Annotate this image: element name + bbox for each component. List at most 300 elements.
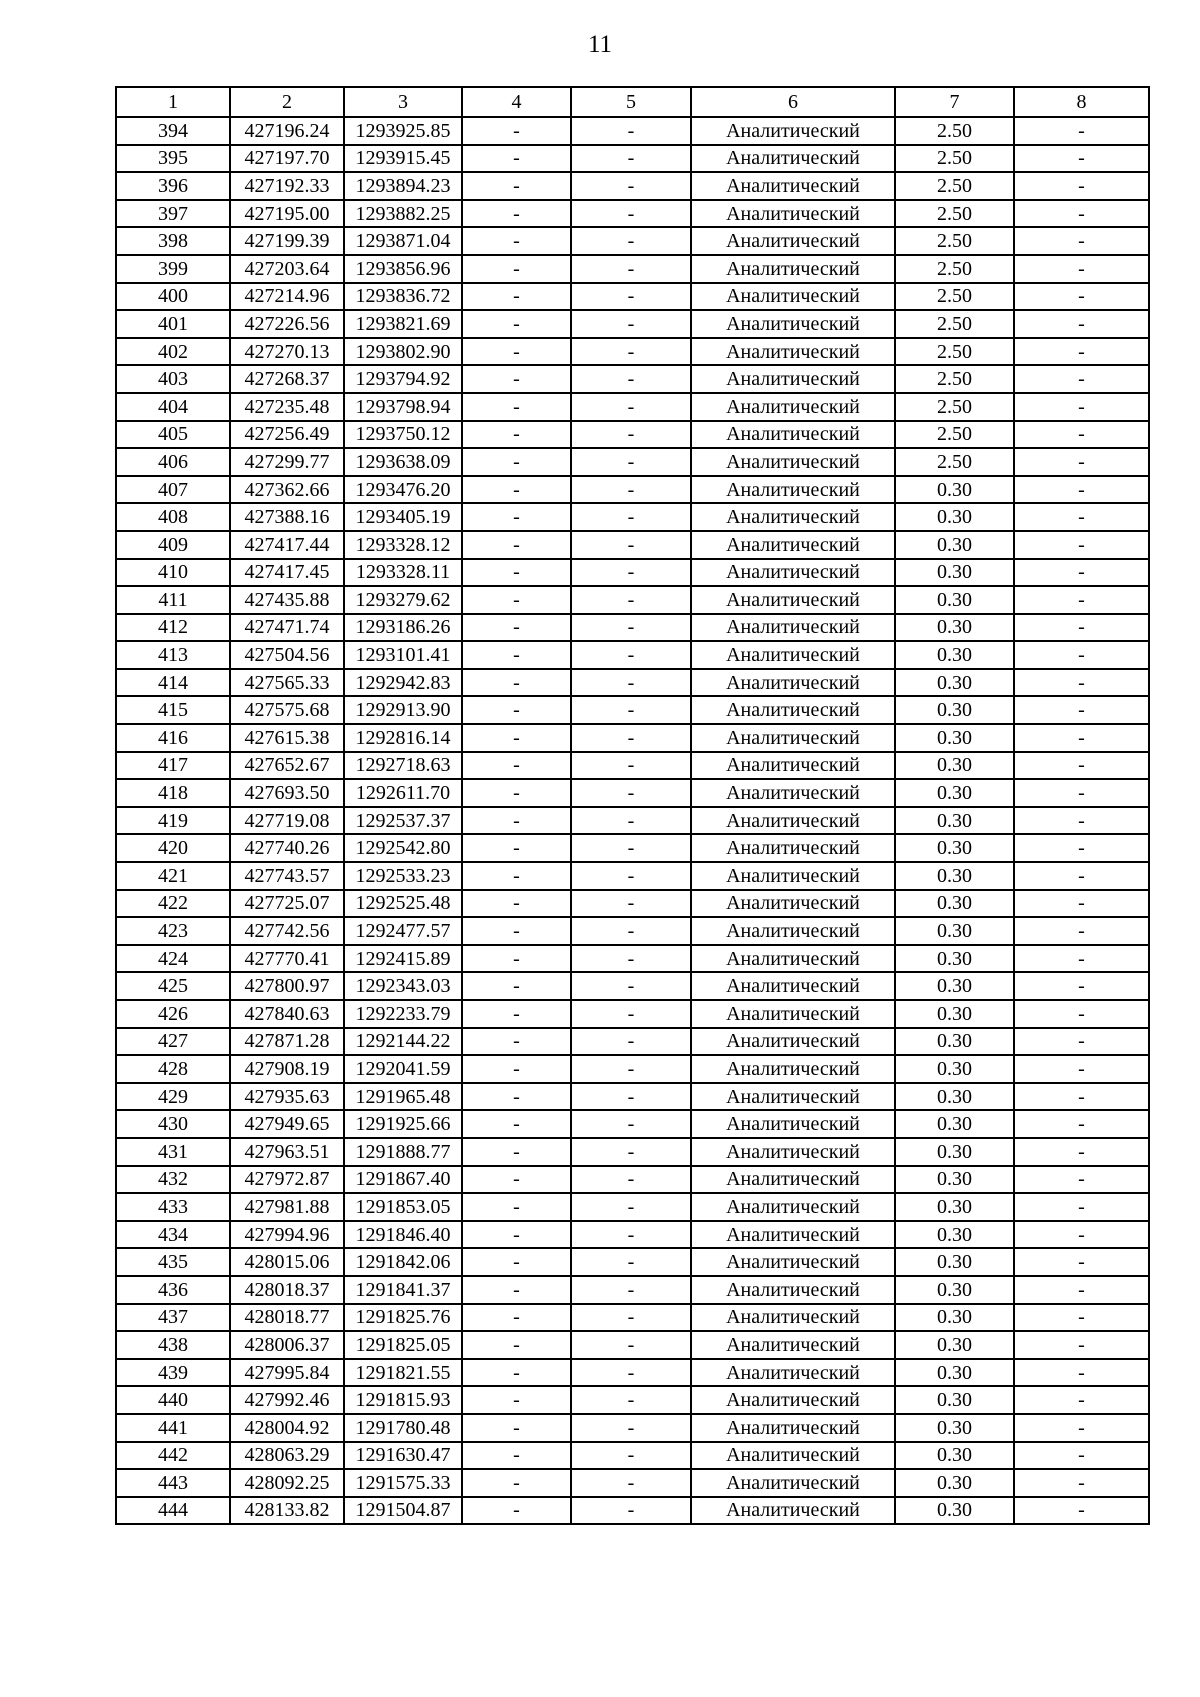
col4-cell: - bbox=[462, 1083, 571, 1111]
accuracy-cell: 0.30 bbox=[895, 1497, 1014, 1525]
method-cell: Аналитический bbox=[691, 531, 895, 559]
point-number-cell: 412 bbox=[116, 614, 230, 642]
x-coordinate-cell: 427235.48 bbox=[230, 393, 344, 421]
x-coordinate-cell: 428092.25 bbox=[230, 1469, 344, 1497]
method-cell: Аналитический bbox=[691, 421, 895, 449]
col4-cell: - bbox=[462, 200, 571, 228]
y-coordinate-cell: 1292718.63 bbox=[344, 752, 462, 780]
col8-cell: - bbox=[1014, 862, 1149, 890]
method-cell: Аналитический bbox=[691, 1083, 895, 1111]
col4-cell: - bbox=[462, 1138, 571, 1166]
accuracy-cell: 0.30 bbox=[895, 834, 1014, 862]
method-cell: Аналитический bbox=[691, 227, 895, 255]
col5-cell: - bbox=[571, 531, 691, 559]
accuracy-cell: 0.30 bbox=[895, 586, 1014, 614]
col5-cell: - bbox=[571, 559, 691, 587]
col4-cell: - bbox=[462, 1469, 571, 1497]
x-coordinate-cell: 427994.96 bbox=[230, 1221, 344, 1249]
point-number-cell: 438 bbox=[116, 1331, 230, 1359]
col5-cell: - bbox=[571, 669, 691, 697]
x-coordinate-cell: 427214.96 bbox=[230, 283, 344, 311]
method-cell: Аналитический bbox=[691, 1221, 895, 1249]
col8-cell: - bbox=[1014, 1414, 1149, 1442]
col8-cell: - bbox=[1014, 1138, 1149, 1166]
x-coordinate-cell: 427693.50 bbox=[230, 779, 344, 807]
accuracy-cell: 2.50 bbox=[895, 227, 1014, 255]
point-number-cell: 439 bbox=[116, 1359, 230, 1387]
accuracy-cell: 0.30 bbox=[895, 1469, 1014, 1497]
method-cell: Аналитический bbox=[691, 1248, 895, 1276]
method-cell: Аналитический bbox=[691, 972, 895, 1000]
accuracy-cell: 0.30 bbox=[895, 724, 1014, 752]
point-number-cell: 420 bbox=[116, 834, 230, 862]
method-cell: Аналитический bbox=[691, 448, 895, 476]
method-cell: Аналитический bbox=[691, 945, 895, 973]
col5-cell: - bbox=[571, 1359, 691, 1387]
col8-cell: - bbox=[1014, 945, 1149, 973]
table-row bbox=[116, 1304, 1149, 1332]
point-number-cell: 414 bbox=[116, 669, 230, 697]
col8-cell: - bbox=[1014, 393, 1149, 421]
method-cell: Аналитический bbox=[691, 1414, 895, 1442]
point-number-cell: 399 bbox=[116, 255, 230, 283]
y-coordinate-cell: 1291841.37 bbox=[344, 1276, 462, 1304]
table-row bbox=[116, 779, 1149, 807]
col4-cell: - bbox=[462, 503, 571, 531]
col8-cell: - bbox=[1014, 752, 1149, 780]
col4-cell: - bbox=[462, 807, 571, 835]
y-coordinate-cell: 1291504.87 bbox=[344, 1497, 462, 1525]
x-coordinate-cell: 427719.08 bbox=[230, 807, 344, 835]
accuracy-cell: 0.30 bbox=[895, 1359, 1014, 1387]
point-number-cell: 413 bbox=[116, 641, 230, 669]
x-coordinate-cell: 427471.74 bbox=[230, 614, 344, 642]
col5-cell: - bbox=[571, 807, 691, 835]
accuracy-cell: 0.30 bbox=[895, 1414, 1014, 1442]
x-coordinate-cell: 427995.84 bbox=[230, 1359, 344, 1387]
table-row bbox=[116, 365, 1149, 393]
point-number-cell: 396 bbox=[116, 172, 230, 200]
table-row bbox=[116, 1359, 1149, 1387]
x-coordinate-cell: 427504.56 bbox=[230, 641, 344, 669]
y-coordinate-cell: 1291825.05 bbox=[344, 1331, 462, 1359]
y-coordinate-cell: 1292913.90 bbox=[344, 696, 462, 724]
accuracy-cell: 0.30 bbox=[895, 945, 1014, 973]
col4-cell: - bbox=[462, 117, 571, 145]
col8-cell: - bbox=[1014, 283, 1149, 311]
y-coordinate-cell: 1293476.20 bbox=[344, 476, 462, 504]
col4-cell: - bbox=[462, 1497, 571, 1525]
x-coordinate-cell: 427740.26 bbox=[230, 834, 344, 862]
col8-cell: - bbox=[1014, 1166, 1149, 1194]
col8-cell: - bbox=[1014, 779, 1149, 807]
y-coordinate-cell: 1293798.94 bbox=[344, 393, 462, 421]
accuracy-cell: 0.30 bbox=[895, 890, 1014, 918]
col8-cell: - bbox=[1014, 1248, 1149, 1276]
table-row bbox=[116, 531, 1149, 559]
method-cell: Аналитический bbox=[691, 586, 895, 614]
y-coordinate-cell: 1291821.55 bbox=[344, 1359, 462, 1387]
col8-cell: - bbox=[1014, 1442, 1149, 1470]
method-cell: Аналитический bbox=[691, 641, 895, 669]
y-coordinate-cell: 1292542.80 bbox=[344, 834, 462, 862]
x-coordinate-cell: 427199.39 bbox=[230, 227, 344, 255]
table-row bbox=[116, 1442, 1149, 1470]
col4-cell: - bbox=[462, 145, 571, 173]
col8-cell: - bbox=[1014, 834, 1149, 862]
col4-cell: - bbox=[462, 862, 571, 890]
col4-cell: - bbox=[462, 365, 571, 393]
accuracy-cell: 0.30 bbox=[895, 1248, 1014, 1276]
x-coordinate-cell: 427972.87 bbox=[230, 1166, 344, 1194]
point-number-cell: 435 bbox=[116, 1248, 230, 1276]
x-coordinate-cell: 427256.49 bbox=[230, 421, 344, 449]
col4-cell: - bbox=[462, 1166, 571, 1194]
point-number-cell: 436 bbox=[116, 1276, 230, 1304]
accuracy-cell: 2.50 bbox=[895, 421, 1014, 449]
accuracy-cell: 2.50 bbox=[895, 172, 1014, 200]
x-coordinate-cell: 427992.46 bbox=[230, 1386, 344, 1414]
col8-cell: - bbox=[1014, 669, 1149, 697]
point-number-cell: 405 bbox=[116, 421, 230, 449]
col8-cell: - bbox=[1014, 200, 1149, 228]
point-number-cell: 400 bbox=[116, 283, 230, 311]
accuracy-cell: 0.30 bbox=[895, 1193, 1014, 1221]
table-row bbox=[116, 1193, 1149, 1221]
table-row bbox=[116, 1138, 1149, 1166]
col4-cell: - bbox=[462, 1276, 571, 1304]
accuracy-cell: 0.30 bbox=[895, 779, 1014, 807]
col5-cell: - bbox=[571, 1000, 691, 1028]
method-cell: Аналитический bbox=[691, 1442, 895, 1470]
method-cell: Аналитический bbox=[691, 1110, 895, 1138]
table-row bbox=[116, 476, 1149, 504]
table-row bbox=[116, 890, 1149, 918]
col4-cell: - bbox=[462, 448, 571, 476]
col8-cell: - bbox=[1014, 1055, 1149, 1083]
accuracy-cell: 0.30 bbox=[895, 1276, 1014, 1304]
point-number-cell: 425 bbox=[116, 972, 230, 1000]
table-row bbox=[116, 117, 1149, 145]
y-coordinate-cell: 1292233.79 bbox=[344, 1000, 462, 1028]
table-row bbox=[116, 752, 1149, 780]
col4-cell: - bbox=[462, 255, 571, 283]
col5-cell: - bbox=[571, 1331, 691, 1359]
col5-cell: - bbox=[571, 1083, 691, 1111]
method-cell: Аналитический bbox=[691, 338, 895, 366]
x-coordinate-cell: 427268.37 bbox=[230, 365, 344, 393]
col5-cell: - bbox=[571, 1028, 691, 1056]
method-cell: Аналитический bbox=[691, 834, 895, 862]
col4-cell: - bbox=[462, 421, 571, 449]
col5-cell: - bbox=[571, 945, 691, 973]
method-cell: Аналитический bbox=[691, 862, 895, 890]
col8-cell: - bbox=[1014, 365, 1149, 393]
point-number-cell: 408 bbox=[116, 503, 230, 531]
method-cell: Аналитический bbox=[691, 696, 895, 724]
accuracy-cell: 0.30 bbox=[895, 1055, 1014, 1083]
point-number-cell: 409 bbox=[116, 531, 230, 559]
table-row bbox=[116, 448, 1149, 476]
col4-cell: - bbox=[462, 972, 571, 1000]
method-cell: Аналитический bbox=[691, 1028, 895, 1056]
y-coordinate-cell: 1293925.85 bbox=[344, 117, 462, 145]
point-number-cell: 402 bbox=[116, 338, 230, 366]
column-header: 6 bbox=[691, 87, 895, 117]
x-coordinate-cell: 427270.13 bbox=[230, 338, 344, 366]
accuracy-cell: 0.30 bbox=[895, 476, 1014, 504]
point-number-cell: 443 bbox=[116, 1469, 230, 1497]
x-coordinate-cell: 427615.38 bbox=[230, 724, 344, 752]
col5-cell: - bbox=[571, 1414, 691, 1442]
y-coordinate-cell: 1291780.48 bbox=[344, 1414, 462, 1442]
accuracy-cell: 2.50 bbox=[895, 255, 1014, 283]
table-row bbox=[116, 421, 1149, 449]
y-coordinate-cell: 1292942.83 bbox=[344, 669, 462, 697]
table-row bbox=[116, 945, 1149, 973]
method-cell: Аналитический bbox=[691, 779, 895, 807]
accuracy-cell: 0.30 bbox=[895, 669, 1014, 697]
point-number-cell: 422 bbox=[116, 890, 230, 918]
table-row bbox=[116, 1083, 1149, 1111]
accuracy-cell: 0.30 bbox=[895, 1083, 1014, 1111]
point-number-cell: 440 bbox=[116, 1386, 230, 1414]
table-row bbox=[116, 1055, 1149, 1083]
y-coordinate-cell: 1293882.25 bbox=[344, 200, 462, 228]
x-coordinate-cell: 427963.51 bbox=[230, 1138, 344, 1166]
y-coordinate-cell: 1292525.48 bbox=[344, 890, 462, 918]
x-coordinate-cell: 427203.64 bbox=[230, 255, 344, 283]
y-coordinate-cell: 1292537.37 bbox=[344, 807, 462, 835]
method-cell: Аналитический bbox=[691, 503, 895, 531]
table-row bbox=[116, 1110, 1149, 1138]
x-coordinate-cell: 427226.56 bbox=[230, 310, 344, 338]
point-number-cell: 395 bbox=[116, 145, 230, 173]
col4-cell: - bbox=[462, 559, 571, 587]
point-number-cell: 442 bbox=[116, 1442, 230, 1470]
table-row bbox=[116, 393, 1149, 421]
method-cell: Аналитический bbox=[691, 1386, 895, 1414]
y-coordinate-cell: 1293836.72 bbox=[344, 283, 462, 311]
column-header: 1 bbox=[116, 87, 230, 117]
col4-cell: - bbox=[462, 283, 571, 311]
y-coordinate-cell: 1293794.92 bbox=[344, 365, 462, 393]
accuracy-cell: 0.30 bbox=[895, 972, 1014, 1000]
table-row bbox=[116, 1414, 1149, 1442]
col8-cell: - bbox=[1014, 1276, 1149, 1304]
method-cell: Аналитический bbox=[691, 752, 895, 780]
method-cell: Аналитический bbox=[691, 669, 895, 697]
col8-cell: - bbox=[1014, 448, 1149, 476]
col5-cell: - bbox=[571, 393, 691, 421]
accuracy-cell: 0.30 bbox=[895, 1110, 1014, 1138]
accuracy-cell: 2.50 bbox=[895, 283, 1014, 311]
accuracy-cell: 0.30 bbox=[895, 1304, 1014, 1332]
col8-cell: - bbox=[1014, 1221, 1149, 1249]
col8-cell: - bbox=[1014, 145, 1149, 173]
table-row bbox=[116, 641, 1149, 669]
x-coordinate-cell: 427725.07 bbox=[230, 890, 344, 918]
table-row bbox=[116, 1000, 1149, 1028]
table-row bbox=[116, 696, 1149, 724]
col4-cell: - bbox=[462, 890, 571, 918]
y-coordinate-cell: 1292041.59 bbox=[344, 1055, 462, 1083]
x-coordinate-cell: 427652.67 bbox=[230, 752, 344, 780]
x-coordinate-cell: 428063.29 bbox=[230, 1442, 344, 1470]
point-number-cell: 432 bbox=[116, 1166, 230, 1194]
method-cell: Аналитический bbox=[691, 1497, 895, 1525]
x-coordinate-cell: 427196.24 bbox=[230, 117, 344, 145]
col4-cell: - bbox=[462, 614, 571, 642]
table-row bbox=[116, 1469, 1149, 1497]
col8-cell: - bbox=[1014, 1359, 1149, 1387]
col8-cell: - bbox=[1014, 1331, 1149, 1359]
point-number-cell: 426 bbox=[116, 1000, 230, 1028]
column-header: 5 bbox=[571, 87, 691, 117]
table-row bbox=[116, 310, 1149, 338]
table-row bbox=[116, 1248, 1149, 1276]
point-number-cell: 424 bbox=[116, 945, 230, 973]
col4-cell: - bbox=[462, 1248, 571, 1276]
method-cell: Аналитический bbox=[691, 393, 895, 421]
x-coordinate-cell: 428004.92 bbox=[230, 1414, 344, 1442]
point-number-cell: 401 bbox=[116, 310, 230, 338]
col4-cell: - bbox=[462, 1028, 571, 1056]
method-cell: Аналитический bbox=[691, 890, 895, 918]
method-cell: Аналитический bbox=[691, 724, 895, 752]
x-coordinate-cell: 427565.33 bbox=[230, 669, 344, 697]
header-row bbox=[116, 87, 1149, 117]
col4-cell: - bbox=[462, 1193, 571, 1221]
accuracy-cell: 0.30 bbox=[895, 807, 1014, 835]
y-coordinate-cell: 1291867.40 bbox=[344, 1166, 462, 1194]
col5-cell: - bbox=[571, 724, 691, 752]
point-number-cell: 431 bbox=[116, 1138, 230, 1166]
x-coordinate-cell: 427770.41 bbox=[230, 945, 344, 973]
x-coordinate-cell: 427743.57 bbox=[230, 862, 344, 890]
col5-cell: - bbox=[571, 1442, 691, 1470]
y-coordinate-cell: 1293101.41 bbox=[344, 641, 462, 669]
accuracy-cell: 2.50 bbox=[895, 338, 1014, 366]
method-cell: Аналитический bbox=[691, 1276, 895, 1304]
method-cell: Аналитический bbox=[691, 917, 895, 945]
col4-cell: - bbox=[462, 1414, 571, 1442]
y-coordinate-cell: 1293328.11 bbox=[344, 559, 462, 587]
y-coordinate-cell: 1293871.04 bbox=[344, 227, 462, 255]
col5-cell: - bbox=[571, 1304, 691, 1332]
x-coordinate-cell: 427949.65 bbox=[230, 1110, 344, 1138]
col4-cell: - bbox=[462, 1442, 571, 1470]
col5-cell: - bbox=[571, 1248, 691, 1276]
col4-cell: - bbox=[462, 696, 571, 724]
column-header: 4 bbox=[462, 87, 571, 117]
col8-cell: - bbox=[1014, 172, 1149, 200]
accuracy-cell: 0.30 bbox=[895, 1221, 1014, 1249]
col4-cell: - bbox=[462, 393, 571, 421]
y-coordinate-cell: 1293279.62 bbox=[344, 586, 462, 614]
accuracy-cell: 0.30 bbox=[895, 1028, 1014, 1056]
accuracy-cell: 0.30 bbox=[895, 1166, 1014, 1194]
x-coordinate-cell: 427800.97 bbox=[230, 972, 344, 1000]
col8-cell: - bbox=[1014, 1000, 1149, 1028]
col5-cell: - bbox=[571, 1221, 691, 1249]
col5-cell: - bbox=[571, 1138, 691, 1166]
col8-cell: - bbox=[1014, 917, 1149, 945]
x-coordinate-cell: 427871.28 bbox=[230, 1028, 344, 1056]
method-cell: Аналитический bbox=[691, 145, 895, 173]
accuracy-cell: 0.30 bbox=[895, 752, 1014, 780]
col4-cell: - bbox=[462, 945, 571, 973]
table-row bbox=[116, 972, 1149, 1000]
x-coordinate-cell: 427197.70 bbox=[230, 145, 344, 173]
point-number-cell: 407 bbox=[116, 476, 230, 504]
col4-cell: - bbox=[462, 1331, 571, 1359]
col5-cell: - bbox=[571, 1497, 691, 1525]
col4-cell: - bbox=[462, 724, 571, 752]
table-row bbox=[116, 1221, 1149, 1249]
point-number-cell: 417 bbox=[116, 752, 230, 780]
y-coordinate-cell: 1293405.19 bbox=[344, 503, 462, 531]
method-cell: Аналитический bbox=[691, 1469, 895, 1497]
col4-cell: - bbox=[462, 779, 571, 807]
accuracy-cell: 0.30 bbox=[895, 559, 1014, 587]
y-coordinate-cell: 1291853.05 bbox=[344, 1193, 462, 1221]
col8-cell: - bbox=[1014, 531, 1149, 559]
point-number-cell: 429 bbox=[116, 1083, 230, 1111]
col8-cell: - bbox=[1014, 1304, 1149, 1332]
y-coordinate-cell: 1293638.09 bbox=[344, 448, 462, 476]
accuracy-cell: 0.30 bbox=[895, 1442, 1014, 1470]
col5-cell: - bbox=[571, 255, 691, 283]
col5-cell: - bbox=[571, 972, 691, 1000]
method-cell: Аналитический bbox=[691, 476, 895, 504]
accuracy-cell: 2.50 bbox=[895, 393, 1014, 421]
col8-cell: - bbox=[1014, 421, 1149, 449]
table-row bbox=[116, 1166, 1149, 1194]
col4-cell: - bbox=[462, 531, 571, 559]
col5-cell: - bbox=[571, 917, 691, 945]
x-coordinate-cell: 428018.37 bbox=[230, 1276, 344, 1304]
col5-cell: - bbox=[571, 117, 691, 145]
col5-cell: - bbox=[571, 172, 691, 200]
method-cell: Аналитический bbox=[691, 559, 895, 587]
col4-cell: - bbox=[462, 917, 571, 945]
col8-cell: - bbox=[1014, 1497, 1149, 1525]
y-coordinate-cell: 1293750.12 bbox=[344, 421, 462, 449]
col5-cell: - bbox=[571, 1386, 691, 1414]
col5-cell: - bbox=[571, 752, 691, 780]
x-coordinate-cell: 427435.88 bbox=[230, 586, 344, 614]
y-coordinate-cell: 1293894.23 bbox=[344, 172, 462, 200]
col4-cell: - bbox=[462, 1221, 571, 1249]
y-coordinate-cell: 1293856.96 bbox=[344, 255, 462, 283]
accuracy-cell: 2.50 bbox=[895, 310, 1014, 338]
point-number-cell: 419 bbox=[116, 807, 230, 835]
col5-cell: - bbox=[571, 310, 691, 338]
point-number-cell: 411 bbox=[116, 586, 230, 614]
x-coordinate-cell: 427575.68 bbox=[230, 696, 344, 724]
point-number-cell: 421 bbox=[116, 862, 230, 890]
col5-cell: - bbox=[571, 834, 691, 862]
x-coordinate-cell: 427981.88 bbox=[230, 1193, 344, 1221]
table-row bbox=[116, 559, 1149, 587]
accuracy-cell: 2.50 bbox=[895, 145, 1014, 173]
accuracy-cell: 2.50 bbox=[895, 200, 1014, 228]
col8-cell: - bbox=[1014, 227, 1149, 255]
col4-cell: - bbox=[462, 172, 571, 200]
method-cell: Аналитический bbox=[691, 1166, 895, 1194]
method-cell: Аналитический bbox=[691, 1359, 895, 1387]
